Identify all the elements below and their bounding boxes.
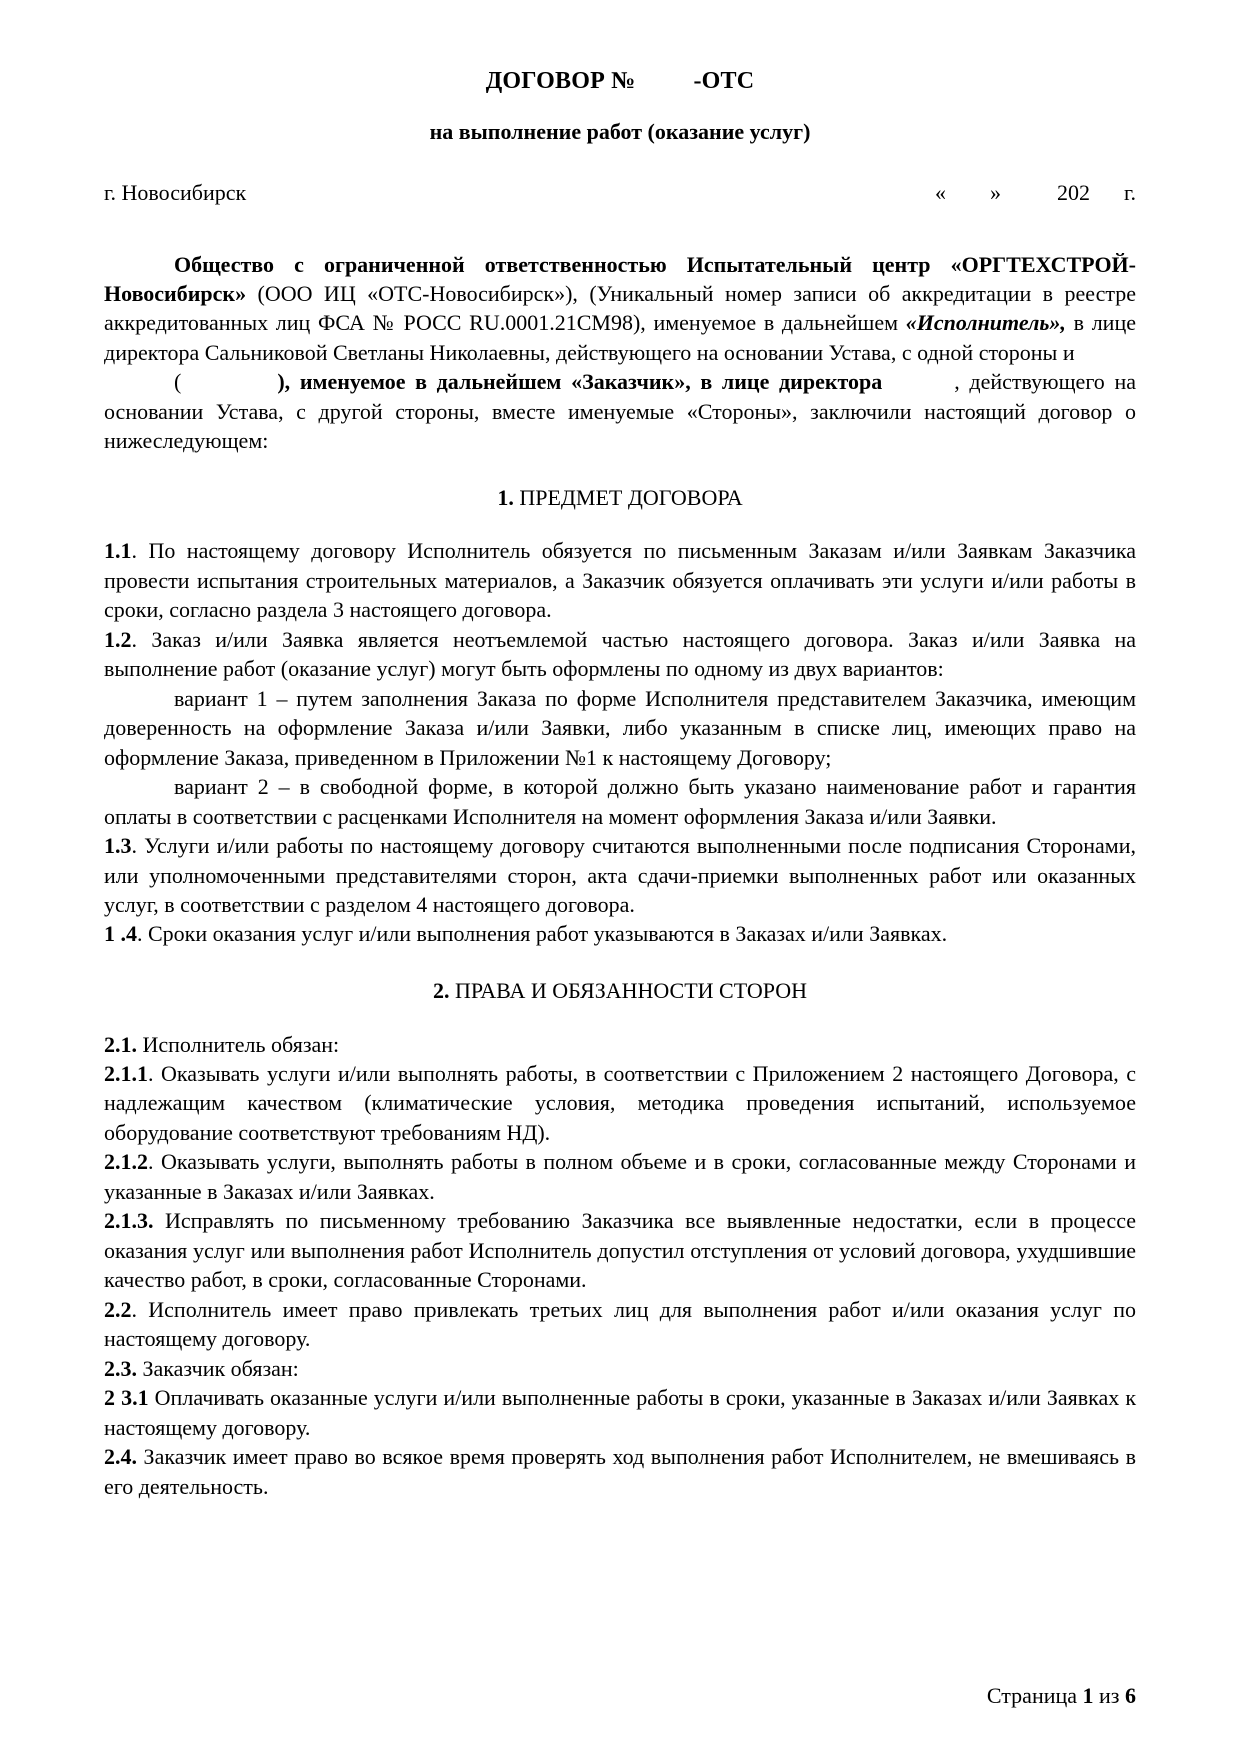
clause-2-4-text: Заказчик имеет право во всякое время проверять ход выполнения работ Исполнителем, не вмешиваясь в его деятельность. bbox=[104, 1444, 1136, 1499]
clause-2-3-1-number: 2 3.1 bbox=[104, 1385, 149, 1411]
contractor-name: Общество с ограниченной ответственностью Испытательный центр «ОРГТЕХСТРОЙ-Новосибирск» bbox=[104, 251, 1136, 306]
section-1-number: 1. bbox=[497, 484, 514, 510]
clause-1-2-variant-1: вариант 1 – путем заполнения Заказа по форме Исполнителя представителем Заказчика, имеющим доверенность на оформление Заказа и/или Заявки, либо указанным в списке лиц, имеющих право на оформление Заказа, приведенном в Приложении №1 к настоящему Договору; bbox=[104, 685, 1136, 770]
footer-page-number: 1 bbox=[1082, 1683, 1094, 1708]
clause-2-1-1 bbox=[104, 1059, 1136, 1147]
clause-2-2-number: 2.2 bbox=[104, 1296, 132, 1322]
clause-1-2 bbox=[104, 625, 1136, 684]
customer-details: , действующего на основании Устава, с другой стороны, вместе именуемые «Стороны», заключили настоящий договор о нижеследующем: bbox=[104, 369, 1136, 454]
footer-total-pages: 6 bbox=[1125, 1683, 1136, 1708]
clause-2-3 bbox=[104, 1354, 1136, 1383]
clause-2-1-3-text: Исправлять по письменному требованию Заказчика все выявленные недостатки, если в процессе оказания услуг или выполнения работ Исполнитель допустил отступления от условий договора, ухудшившие качество работ, в сроки, согласованные Сторонами. bbox=[104, 1208, 1136, 1293]
document-subtitle: на выполнение работ (оказание услуг) bbox=[429, 119, 811, 144]
clause-2-1-number: 2.1. bbox=[104, 1031, 137, 1057]
clause-1-1 bbox=[104, 536, 1136, 624]
clause-1-2-text: Заказ и/или Заявка является неотъемлемой частью настоящего договора. Заказ и/или Заявка на выполнение работ (оказание услуг) могут быть оформлены по одному из двух вариантов: bbox=[104, 626, 1136, 682]
city-label: г. Новосибирск bbox=[104, 179, 247, 205]
clause-1-3 bbox=[104, 831, 1136, 919]
clause-2-3-text: Заказчик обязан: bbox=[137, 1355, 299, 1381]
clause-2-1-3-number: 2.1.3. bbox=[104, 1208, 154, 1234]
customer-term: ), именуемое в дальнейшем «Заказчик», в лице директора bbox=[277, 369, 883, 395]
clause-2-4 bbox=[104, 1442, 1136, 1501]
date-year-suffix: г. bbox=[1123, 179, 1136, 205]
document-title bbox=[104, 66, 1136, 96]
clause-1-4-text: Сроки оказания услуг и/или выполнения работ указываются в Заказах и/или Заявках. bbox=[142, 921, 948, 947]
contractor-details: (ООО ИЦ «ОТС-Новосибирск»), (Уникальный номер записи об аккредитации в реестре аккредитованных лиц ФСА № РОСС RU.0001.21СМ98), именуемое в дальнейшем bbox=[104, 280, 1136, 336]
footer-middle: из bbox=[1099, 1683, 1120, 1708]
clause-2-1-2-dot: . bbox=[148, 1149, 154, 1175]
clause-2-3-1-text: Оплачивать оказанные услуги и/или выполненные работы в сроки, указанные в Заказах и/или Заявках к настоящему договору. bbox=[104, 1385, 1137, 1440]
clause-2-1-1-number: 2.1.1 bbox=[104, 1061, 148, 1086]
place-and-date-line bbox=[104, 180, 1136, 206]
clause-1-4-dot: . bbox=[137, 921, 143, 947]
preamble-paragraph-contractor bbox=[104, 250, 1136, 368]
clause-2-4-number: 2.4. bbox=[104, 1444, 137, 1470]
clause-2-1-1-dot: . bbox=[148, 1061, 154, 1086]
contractor-director: в лице директора Сальниковой Светланы Николаевны, действующего на основании Устава, с одной стороны и bbox=[104, 310, 1136, 365]
clause-2-1-text: Исполнитель обязан: bbox=[137, 1031, 340, 1057]
clause-1-3-number: 1.3 bbox=[104, 833, 132, 859]
clause-1-1-number: 1.1 bbox=[104, 538, 132, 564]
customer-open-paren: ( bbox=[174, 369, 182, 395]
clause-2-2-text: Исполнитель имеет право привлекать третьих лиц для выполнения работ и/или оказания услуг по настоящему договору. bbox=[104, 1296, 1136, 1352]
clause-2-2 bbox=[104, 1295, 1136, 1354]
clause-2-1-3 bbox=[104, 1206, 1136, 1294]
section-2-title: ПРАВА И ОБЯЗАННОСТИ СТОРОН bbox=[454, 977, 808, 1003]
section-1-title: ПРЕДМЕТ ДОГОВОРА bbox=[519, 484, 743, 510]
clause-2-1-2-number: 2.1.2 bbox=[104, 1149, 148, 1175]
clause-1-4-number: 1 .4 bbox=[104, 921, 137, 947]
clause-1-2-dot: . bbox=[131, 626, 137, 652]
date-open-quote: « bbox=[934, 179, 946, 205]
date-close-quote: » bbox=[989, 179, 1001, 205]
date-block bbox=[935, 180, 1136, 206]
section-heading-2 bbox=[104, 977, 1136, 1006]
clause-2-1-2-text: Оказывать услуги, выполнять работы в полном объеме и в сроки, согласованные между Сторонами и указанные в Заказах и/или Заявках. bbox=[104, 1149, 1136, 1204]
clause-2-1-2 bbox=[104, 1147, 1136, 1206]
page-footer bbox=[104, 1683, 1136, 1709]
clause-2-3-number: 2.3. bbox=[104, 1355, 137, 1381]
clause-1-2-number: 1.2 bbox=[104, 626, 132, 652]
section-heading-1 bbox=[104, 484, 1136, 513]
clause-1-3-dot: . bbox=[131, 833, 137, 859]
clause-1-1-dot: . bbox=[131, 538, 137, 564]
clause-2-3-1 bbox=[104, 1383, 1136, 1442]
clause-1-4 bbox=[104, 919, 1136, 948]
clause-2-2-dot: . bbox=[131, 1296, 137, 1322]
document-title-prefix: ДОГОВОР № bbox=[485, 68, 636, 94]
footer-prefix: Страница bbox=[986, 1683, 1078, 1708]
date-year-prefix: 202 bbox=[1056, 179, 1090, 205]
section-2-number: 2. bbox=[432, 977, 450, 1003]
clause-2-1-1-text: Оказывать услуги и/или выполнять работы, в соответствии с Приложением 2 настоящего Договора, с надлежащим качеством (климатические условия, методика проведения испытаний, используемое оборудование соответствуют требованиям НД). bbox=[104, 1061, 1136, 1145]
contractor-term: «Исполнитель», bbox=[905, 310, 1066, 336]
clause-1-2-variant-2: вариант 2 – в свободной форме, в которой должно быть указано наименование работ и гарантия оплаты в соответствии с расценками Исполнителя на момент оформления Заказа и/или Заявки. bbox=[104, 774, 1136, 829]
clause-1-3-text: Услуги и/или работы по настоящему договору считаются выполненными после подписания Сторонами, или уполномоченными представителями сторон, акта сдачи-приемки выполненных работ или оказанных услуг, в соответствии с разделом 4 настоящего договора. bbox=[104, 833, 1136, 917]
clause-2-1 bbox=[104, 1030, 1136, 1059]
clause-1-1-text: По настоящему договору Исполнитель обязуется по письменным Заказам и/или Заявкам Заказчика провести испытания строительных материалов, а Заказчик обязуется оплачивать эти услуги и/или работы в сроки, согласно раздела 3 настоящего договора. bbox=[104, 538, 1136, 623]
preamble-paragraph-customer bbox=[104, 367, 1136, 455]
document-title-suffix: -ОТС bbox=[693, 68, 755, 94]
